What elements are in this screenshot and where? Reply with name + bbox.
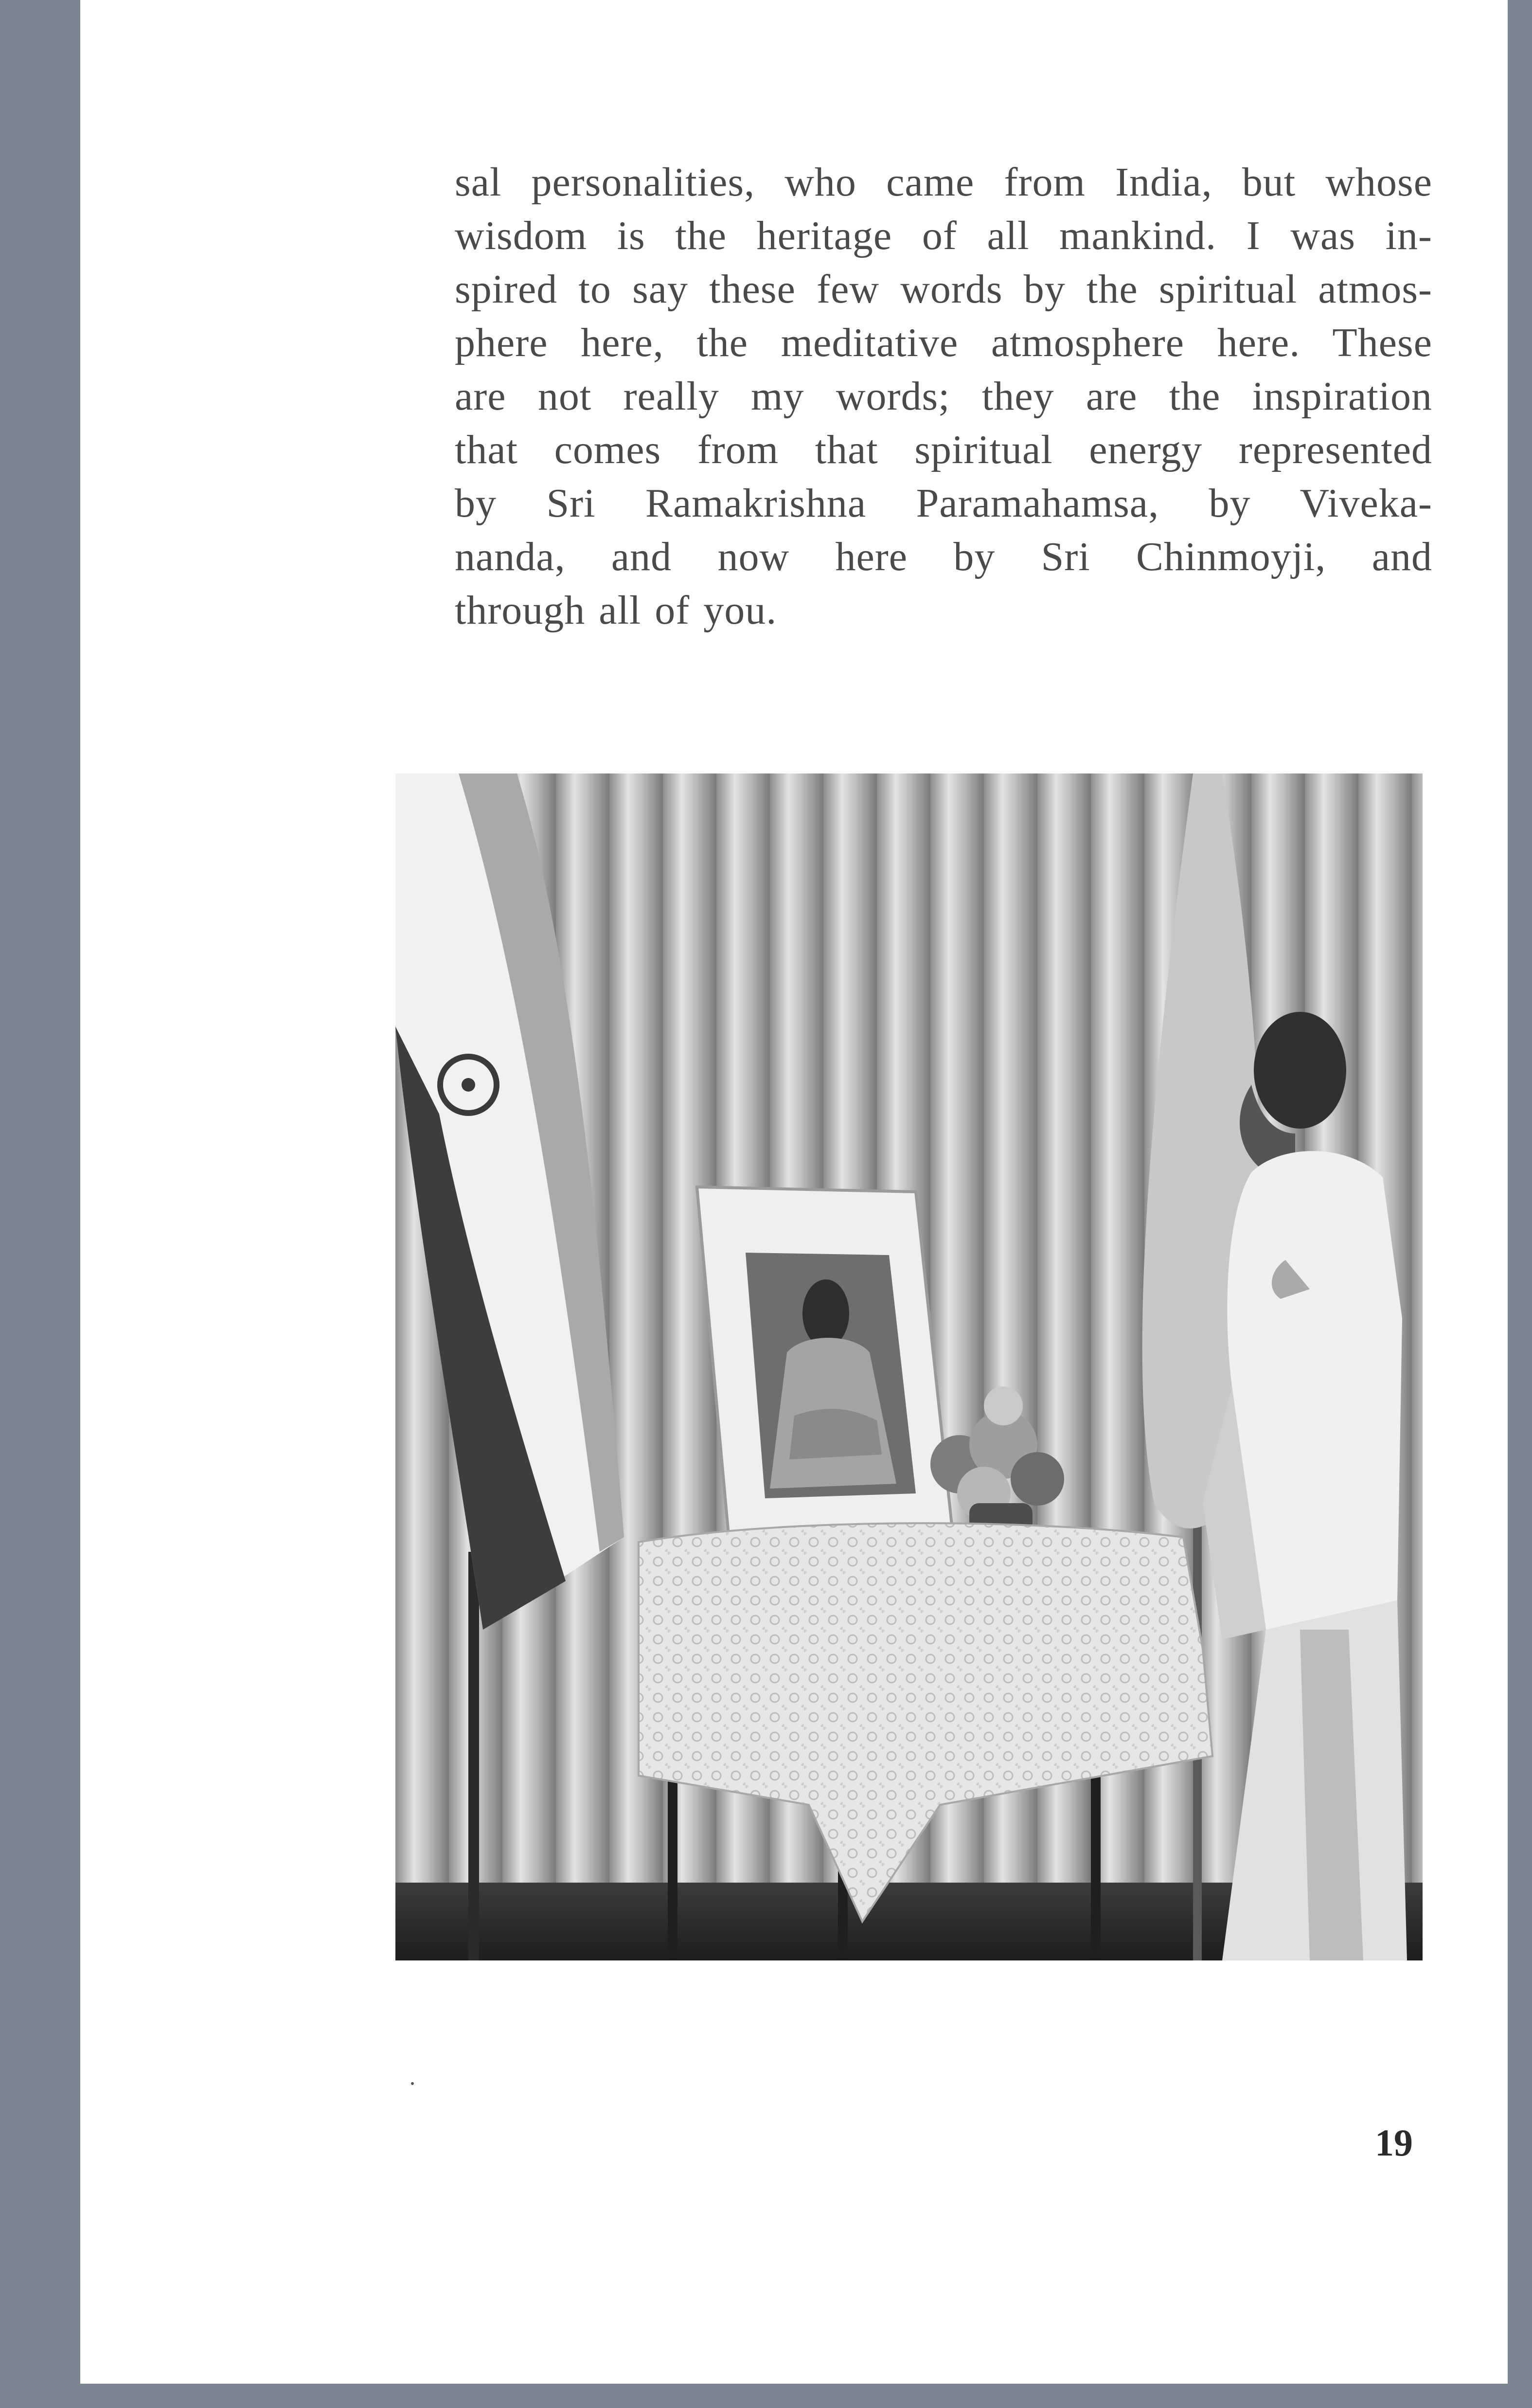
photograph-illustration xyxy=(395,773,1423,1960)
book-page xyxy=(80,0,1508,2384)
page-number: 19 xyxy=(1375,2121,1413,2164)
text-line-5: are not really my words; they are the inspiration xyxy=(455,374,1432,419)
text-line-1: sal personalities, who came from India, but whose xyxy=(455,160,1432,205)
text-line-2: wisdom is the heritage of all mankind. I was in- xyxy=(455,213,1432,258)
text-line-3: spired to say these few words by the spiritual atmos- xyxy=(455,267,1432,312)
text-line-6: that comes from that spiritual energy represented xyxy=(455,427,1432,472)
body-paragraph xyxy=(455,156,1432,637)
framed-portrait xyxy=(697,1187,955,1562)
text-line-9: through all of you. xyxy=(455,588,777,633)
photograph-shrine xyxy=(395,773,1423,1960)
text-line-7: by Sri Ramakrishna Paramahamsa, by Viveka- xyxy=(455,481,1432,526)
text-line-8: nanda, and now here by Sri Chinmoyji, and xyxy=(455,534,1432,579)
print-speck xyxy=(411,2082,414,2085)
text-line-4: phere here, the meditative atmosphere here. These xyxy=(455,320,1432,365)
